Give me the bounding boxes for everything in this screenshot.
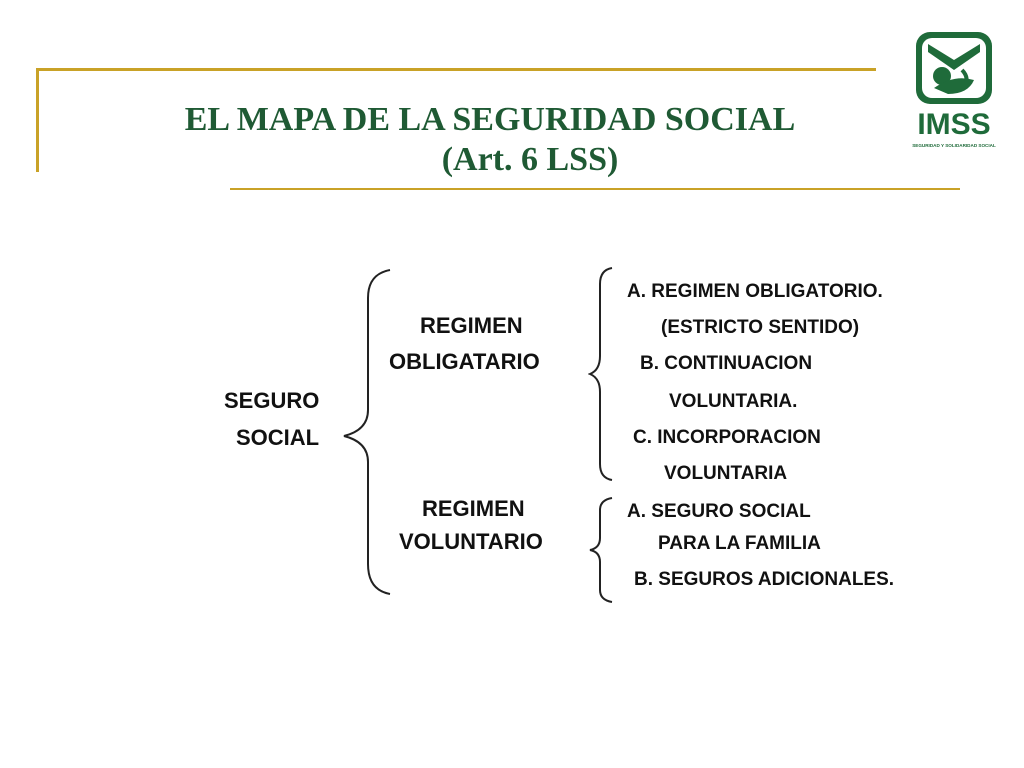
title-line-2: (Art. 6 LSS) <box>441 141 619 178</box>
regime-2-label-line-2: VOLUNTARIO <box>399 529 543 554</box>
root-label-line-1: SEGURO <box>224 388 320 413</box>
decorative-left-rule <box>36 68 39 172</box>
obligatory-item-c: C. INCORPORACION <box>633 427 821 448</box>
title-underline <box>230 188 960 190</box>
title-line-1: EL MAPA DE LA SEGURIDAD SOCIAL <box>184 101 796 138</box>
root-label-line-2: SOCIAL <box>236 425 320 450</box>
obligatory-brace <box>588 266 614 482</box>
regime-1-label-line-1: REGIMEN <box>420 313 523 338</box>
regime-2-label-line-1: REGIMEN <box>422 496 525 521</box>
regime-1-label-line-2: OBLIGATARIO <box>389 349 540 374</box>
obligatory-item-a: A. REGIMEN OBLIGATORIO. <box>627 281 883 302</box>
obligatory-item-b: B. CONTINUACION <box>640 353 813 374</box>
decorative-top-rule <box>36 68 876 71</box>
voluntary-brace <box>588 496 614 604</box>
logo-wordmark: IMSS <box>917 108 991 141</box>
obligatory-item-c-cont: VOLUNTARIA <box>664 463 788 484</box>
imss-logo <box>908 30 1000 152</box>
obligatory-item-b-cont: VOLUNTARIA. <box>669 391 798 412</box>
voluntary-item-a: A. SEGURO SOCIAL <box>627 501 811 522</box>
logo-tagline: SEGURIDAD Y SOLIDARIDAD SOCIAL <box>912 143 996 148</box>
obligatory-item-a-note: (ESTRICTO SENTIDO) <box>661 317 860 338</box>
voluntary-item-a-cont: PARA LA FAMILIA <box>658 533 821 554</box>
voluntary-item-b: B. SEGUROS ADICIONALES. <box>634 569 895 590</box>
main-brace <box>340 268 396 596</box>
slide-title <box>40 100 940 180</box>
